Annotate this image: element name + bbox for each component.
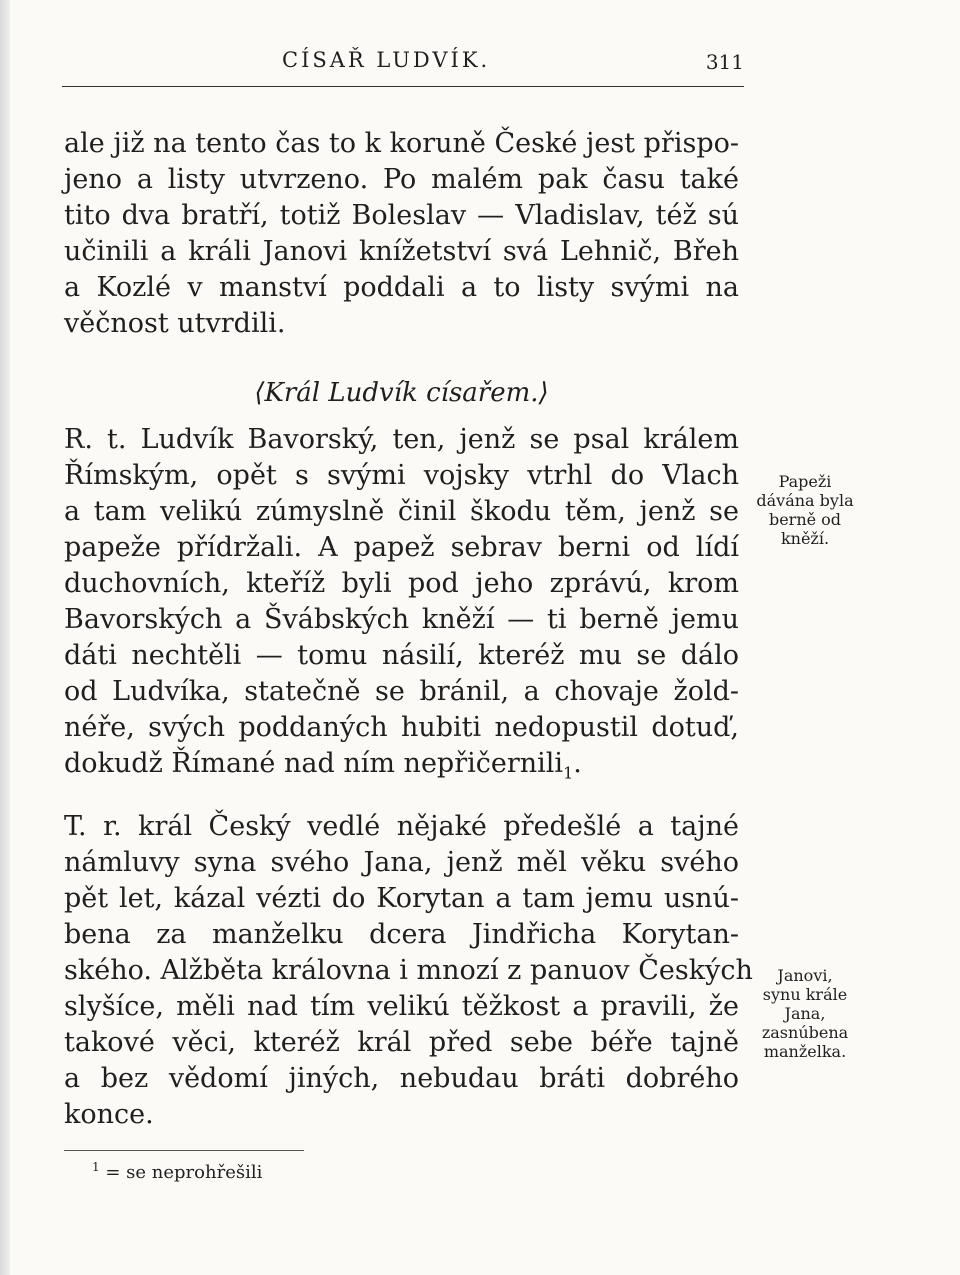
text-line: a bez vědomí jiných, nebudau bráti dobrého: [64, 1063, 739, 1094]
margin-note-line: manželka.: [763, 1042, 847, 1061]
text-line: slyšíce, měli nad tím velikú těžkost a pravili, že: [64, 991, 739, 1022]
running-title: CÍSAŘ LUDVÍK.: [282, 48, 491, 72]
footnote: [92, 1155, 262, 1185]
margin-note-line: berně od: [768, 510, 842, 529]
page-number: 311: [705, 50, 744, 74]
text-line: jeno a listy utvrzeno. Po malém pak času také: [64, 164, 739, 195]
footnote-rule: [64, 1150, 304, 1151]
text-line: Římským, opět s svými vojsky vtrhl do Vlach: [64, 460, 739, 491]
text-line: pět let, kázal vézti do Korytan a tam jemu usnú-: [64, 883, 739, 914]
text-line: ale již na tento čas to k koruně České jest přispo-: [64, 128, 739, 159]
text-line-content: dokudž Římané nad ním nepřičernili: [64, 748, 564, 779]
text-line: bena za manželku dcera Jindřicha Korytan-: [64, 919, 739, 950]
margin-note-betrothal: [745, 966, 865, 1061]
margin-note-line: kněží.: [780, 529, 830, 548]
text-line: R. t. Ludvík Bavorský, ten, jenž se psal králem: [64, 424, 739, 455]
text-line: néře, svých poddaných hubiti nedopustil dotuď,: [64, 712, 739, 743]
text-line: T. r. král Český vedlé nějaké předešlé a tajné: [64, 811, 739, 842]
margin-note-line: Jana,: [784, 1004, 826, 1023]
margin-note-line: Janovi,: [777, 966, 833, 985]
margin-note-line: Papeži: [778, 472, 832, 491]
text-line: duchovních, kteříž byli pod jeho zprávú, krom: [64, 568, 739, 599]
text-line: dáti nechtěli — tomu násilí, kteréž mu se dálo: [64, 640, 739, 671]
margin-note-line: synu krále: [762, 985, 848, 1004]
margin-note-line: zasnúbena: [761, 1023, 849, 1042]
text-line: tito dva bratří, totiž Boleslav — Vladislav, též sú: [64, 200, 739, 231]
footnote-text: = se neprohřešili: [105, 1162, 263, 1183]
text-line: a tam velikú zúmyslně činil škodu těm, jenž se: [64, 496, 739, 527]
text-line: takové věci, kteréž král před sebe béře tajně: [64, 1027, 739, 1058]
page-header: [62, 40, 744, 92]
text-line: námluvy syna svého Jana, jenž měl věku svého: [64, 847, 739, 878]
text-line: ského. Alžběta královna i mnozí z panuov Českých: [64, 955, 753, 986]
text-line: Bavorských a Švábských kněží — ti berně jemu: [64, 604, 739, 635]
text-line: konce.: [64, 1099, 154, 1130]
text-line: papeže přídržali. A papež sebrav berni od lídí: [64, 532, 739, 563]
text-line: od Ludvíka, statečně se bránil, a chovaje žold-: [64, 676, 739, 707]
footnote-marker: 1: [92, 1160, 100, 1174]
text-line: věčnost utvrdili.: [64, 308, 286, 339]
margin-note-line: dávána byla: [756, 491, 854, 510]
footnote-reference: 1: [563, 763, 574, 783]
margin-note-papal-tax: [745, 472, 865, 548]
section-heading: ⟨Král Ludvík císařem.⟩: [254, 378, 549, 408]
text-line: a Kozlé v manství poddali a to listy svými na: [64, 272, 739, 303]
text-line: dokudž Římané nad ním nepřičernili$_1$.: [64, 748, 582, 783]
header-rule: [62, 86, 744, 87]
text-line: učinili a králi Janovi knížetství svá Lehnič, Břeh: [64, 236, 739, 267]
scanned-page-edge: [0, 0, 10, 1275]
